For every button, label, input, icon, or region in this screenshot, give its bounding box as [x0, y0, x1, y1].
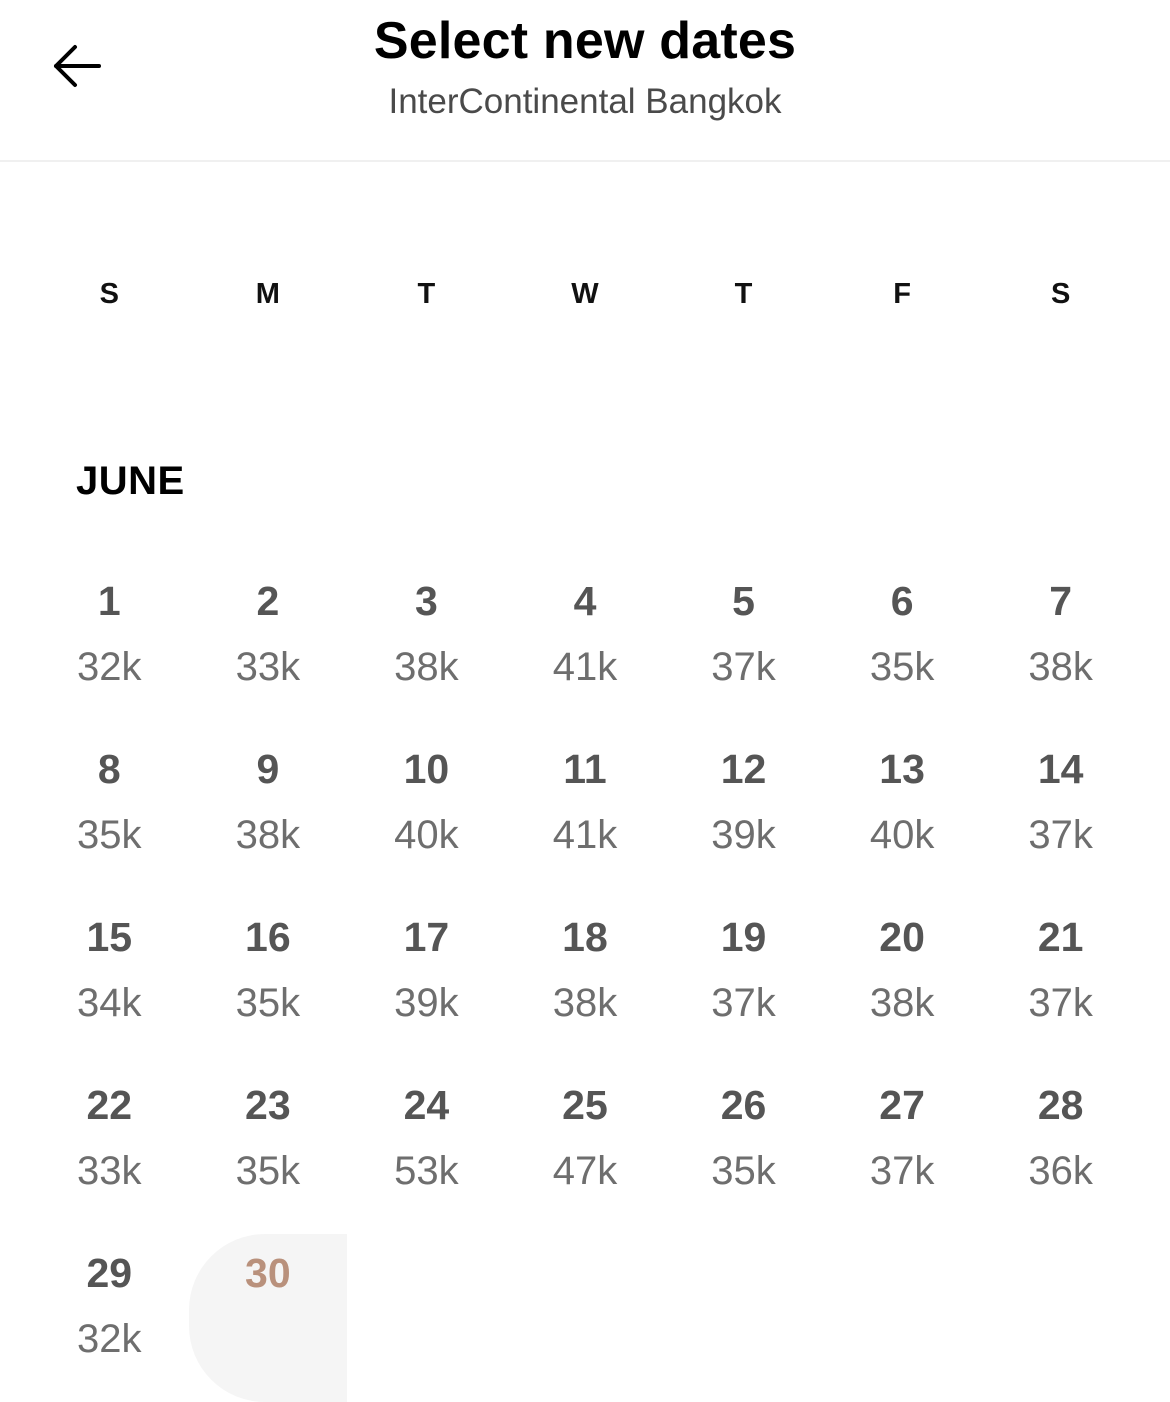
day-number: 1	[97, 578, 121, 624]
calendar-grid	[30, 562, 1140, 1402]
day-price: 38k	[869, 981, 935, 1025]
day-price: 37k	[1028, 813, 1093, 857]
calendar-day[interactable]	[347, 730, 506, 898]
calendar-day[interactable]	[30, 1066, 189, 1234]
calendar-day[interactable]	[981, 562, 1140, 730]
day-number: 4	[573, 578, 597, 624]
day-number: 18	[562, 914, 608, 960]
calendar-day[interactable]	[981, 730, 1140, 898]
calendar-day[interactable]	[664, 898, 823, 1066]
calendar-day[interactable]	[347, 1066, 506, 1234]
calendar-day[interactable]	[189, 898, 348, 1066]
weekday-label: S	[99, 278, 119, 310]
calendar-day[interactable]	[823, 898, 982, 1066]
calendar-day[interactable]	[347, 898, 506, 1066]
calendar-day[interactable]	[981, 898, 1140, 1066]
day-price: 38k	[1028, 645, 1093, 689]
day-price: 35k	[711, 1149, 776, 1193]
calendar-day[interactable]	[664, 562, 823, 730]
day-price: 41k	[552, 645, 618, 689]
day-number: 23	[245, 1082, 291, 1128]
day-price: 32k	[77, 1317, 142, 1361]
calendar-day[interactable]	[823, 562, 982, 730]
calendar-day[interactable]	[30, 562, 189, 730]
day-price: 35k	[235, 1149, 301, 1193]
day-number: 25	[562, 1082, 608, 1128]
day-price: 47k	[552, 1149, 618, 1193]
day-price: 35k	[77, 813, 142, 857]
day-number: 9	[256, 746, 280, 792]
day-price: 37k	[869, 1149, 935, 1193]
day-number: 20	[879, 914, 925, 960]
day-price: 39k	[711, 813, 776, 857]
calendar-day[interactable]	[506, 730, 665, 898]
day-price: 37k	[711, 645, 776, 689]
calendar-day[interactable]	[30, 1234, 189, 1402]
day-price: 53k	[394, 1149, 459, 1193]
day-number: 5	[732, 578, 755, 624]
day-number: 16	[245, 914, 291, 960]
day-number: 10	[403, 746, 450, 792]
day-number: 30	[245, 1250, 291, 1296]
day-price: 39k	[394, 981, 459, 1025]
day-number: 27	[879, 1082, 925, 1128]
calendar-day[interactable]	[30, 898, 189, 1066]
day-price: 34k	[77, 981, 142, 1025]
day-number: 22	[86, 1082, 133, 1128]
day-price: 40k	[869, 813, 935, 857]
calendar-day[interactable]	[506, 562, 665, 730]
day-number: 8	[97, 746, 121, 792]
weekday-label: F	[893, 278, 911, 310]
calendar-day[interactable]	[664, 730, 823, 898]
weekday-header	[30, 274, 1140, 314]
day-price: 41k	[552, 813, 618, 857]
calendar-day[interactable]	[664, 1066, 823, 1234]
day-number: 2	[256, 578, 280, 624]
day-number: 21	[1037, 914, 1084, 960]
calendar-day[interactable]	[189, 730, 348, 898]
day-number: 28	[1037, 1082, 1084, 1128]
day-price: 40k	[394, 813, 459, 857]
weekday-label: M	[255, 278, 280, 310]
weekday-label: S	[1050, 278, 1071, 310]
page-title: Select new dates	[373, 12, 797, 70]
day-number: 29	[86, 1250, 133, 1296]
day-price: 38k	[552, 981, 618, 1025]
calendar-day-highlighted[interactable]	[189, 1234, 348, 1402]
day-number: 17	[403, 914, 450, 960]
calendar-day[interactable]	[30, 730, 189, 898]
calendar-day[interactable]	[823, 730, 982, 898]
calendar-day[interactable]	[189, 562, 348, 730]
day-price: 36k	[1028, 1149, 1093, 1193]
day-number: 19	[720, 914, 767, 960]
day-number: 26	[720, 1082, 767, 1128]
day-price: 37k	[711, 981, 776, 1025]
header	[0, 0, 1170, 162]
day-price: 33k	[77, 1149, 142, 1193]
day-price: 37k	[1028, 981, 1093, 1025]
day-number: 3	[415, 578, 438, 624]
calendar-day[interactable]	[506, 898, 665, 1066]
day-price: 35k	[869, 645, 935, 689]
day-number: 11	[563, 746, 607, 792]
calendar-day[interactable]	[347, 562, 506, 730]
day-number: 24	[403, 1082, 450, 1128]
calendar-day[interactable]	[981, 1066, 1140, 1234]
calendar-day[interactable]	[823, 1066, 982, 1234]
hotel-name: InterContinental Bangkok	[388, 82, 782, 121]
weekday-label: T	[734, 278, 753, 310]
month-title: JUNE	[76, 459, 185, 503]
calendar-day[interactable]	[506, 1066, 665, 1234]
weekday-label: T	[417, 278, 436, 310]
day-price: 38k	[235, 813, 301, 857]
day-number: 12	[720, 746, 767, 792]
day-number: 6	[890, 578, 914, 624]
day-price: 33k	[235, 645, 301, 689]
day-number: 13	[879, 746, 925, 792]
day-price: 32k	[77, 645, 142, 689]
calendar-day[interactable]	[189, 1066, 348, 1234]
weekday-label: W	[571, 278, 599, 310]
day-price: 38k	[394, 645, 459, 689]
day-number: 7	[1049, 578, 1073, 624]
day-number: 15	[86, 914, 133, 960]
day-price: 35k	[235, 981, 301, 1025]
day-number: 14	[1037, 746, 1084, 792]
